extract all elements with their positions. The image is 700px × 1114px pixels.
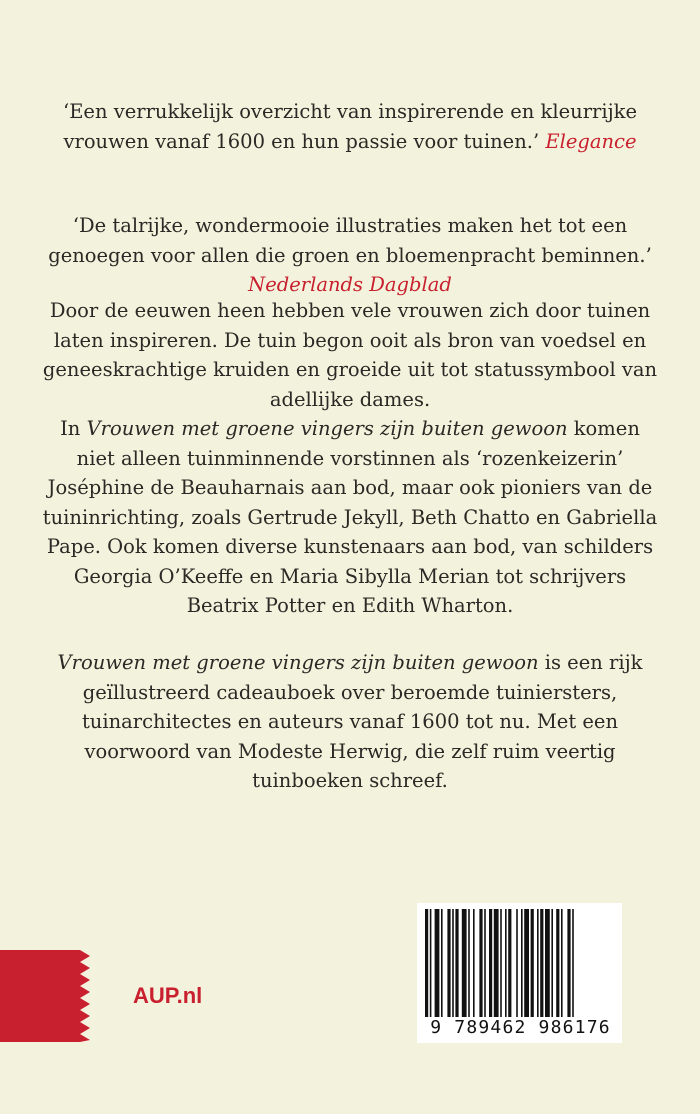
barcode-bar <box>425 909 428 1017</box>
barcode-bar <box>556 909 559 1017</box>
barcode-bar <box>441 909 443 1017</box>
publisher-url[interactable]: AUP.nl <box>133 983 203 1008</box>
barcode-bar <box>505 909 507 1017</box>
barcode-bar <box>447 909 450 1017</box>
barcode-bar <box>508 909 511 1017</box>
barcode-bars <box>425 909 615 1017</box>
description-body: komen niet alleen tuinminnende vorstinnen als ‘rozenkeizerin’ Joséphine de Beauharnais aan bod, maar ook pioniers van de tuininrichting, zoals Gertrude Jekyll, Beth Chatto en Gabriella Pape. Ook komen diverse kunstenaars aan bod, van schilders Georgia O’Keeffe en Maria Sibylla Merian tot schrijvers Beatrix Potter en Edith Wharton. <box>42 417 658 617</box>
barcode-bar <box>531 909 534 1017</box>
barcode-bar <box>521 909 523 1017</box>
isbn-barcode <box>417 903 622 1043</box>
barcode-bar <box>516 909 518 1017</box>
summary-body: is een rijk geïllustreerd cadeauboek over beroemde tuiniersters, tuinarchitectes en auteurs vanaf 1600 tot nu. Met een voorwoord van Modeste Herwig, die zelf ruim veertig tuinboeken schreef. <box>81 651 643 792</box>
review-quote-elegance <box>40 97 660 156</box>
barcode-bar <box>489 909 492 1017</box>
barcode-bar <box>561 909 563 1017</box>
barcode-bar <box>452 909 454 1017</box>
barcode-bar <box>551 909 553 1017</box>
description-intro: Door de eeuwen heen hebben vele vrouwen zich door tuinen laten inspireren. De tuin begon ooit als bron van voedsel en geneeskrachtige kruiden en groeide uit tot statussymbool van adellijke dames. <box>42 299 658 411</box>
quote-source: Nederlands Dagblad <box>248 273 452 296</box>
barcode-bar <box>473 909 475 1017</box>
book-description <box>40 296 660 621</box>
barcode-bar <box>537 909 539 1017</box>
barcode-bar <box>435 909 440 1017</box>
barcode-bar <box>524 909 529 1017</box>
barcode-bar <box>545 909 550 1017</box>
barcode-bar <box>500 909 502 1017</box>
book-summary <box>40 648 660 796</box>
book-title-italic: Vrouwen met groene vingers zijn buiten gewoon <box>57 651 539 674</box>
review-quote-nederlands-dagblad <box>40 211 660 300</box>
barcode-bar <box>572 909 574 1017</box>
book-title-italic: Vrouwen met groene vingers zijn buiten gewoon <box>86 417 568 440</box>
barcode-bar <box>567 909 570 1017</box>
isbn-number: 9 789462 986176 <box>430 1017 611 1038</box>
description-prefix: In <box>60 417 87 440</box>
barcode-bar <box>479 909 482 1017</box>
quote-text: ‘Een verrukkelijk overzicht van inspirerende en kleurrijke vrouwen vanaf 1600 en hun passie voor tuinen.’ <box>63 100 637 153</box>
quote-source: Elegance <box>545 129 637 153</box>
barcode-bar <box>462 909 467 1017</box>
barcode-bar <box>494 909 499 1017</box>
barcode-bar <box>430 909 432 1017</box>
quote-text: ‘De talrijke, wondermooie illustraties maken het tot een genoegen voor allen die groen en bloemenpracht beminnen.’ <box>48 214 652 267</box>
barcode-bar <box>484 909 486 1017</box>
barcode-bar <box>468 909 470 1017</box>
publisher-red-tab <box>0 950 96 1042</box>
barcode-bar <box>455 909 458 1017</box>
barcode-bar <box>540 909 543 1017</box>
